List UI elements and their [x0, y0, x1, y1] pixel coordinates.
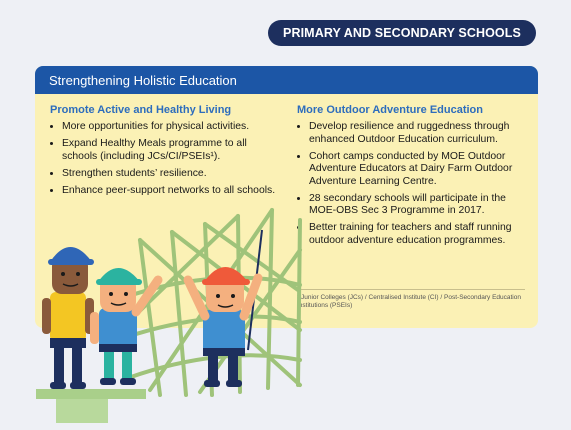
- list-item: • More opportunities for physical activities.: [62, 121, 280, 134]
- section-badge: PRIMARY AND SECONDARY SCHOOLS: [268, 20, 536, 46]
- left-heading: Promote Active and Healthy Living: [50, 104, 232, 116]
- list-item: • Cohort camps conducted by MOE Outdoor Adventure Educators at Dairy Farm Outdoor Adventure Learning Centre.: [309, 151, 527, 189]
- list-item: • Develop resilience and ruggedness through enhanced Outdoor Education curriculum.: [309, 121, 527, 146]
- platform: [36, 389, 146, 423]
- right-heading: More Outdoor Adventure Education: [297, 104, 483, 116]
- list-item: • Strengthen students’ resilience.: [62, 168, 280, 181]
- list-item: • Expand Healthy Meals programme to all schools (including JCs/CI/PSEIs¹).: [62, 138, 280, 163]
- list-item: • Better training for teachers and staff running outdoor adventure education programmes.: [309, 222, 527, 247]
- footnote: ¹ Junior Colleges (JCs) / Centralised Institute (CI) / Post-Secondary Education Institutions (PSEIs): [297, 294, 521, 309]
- list-item: • Enhance peer-support networks to all schools.: [62, 185, 280, 198]
- panel-title: Strengthening Holistic Education: [35, 66, 538, 94]
- climber-blue-helmet: [42, 247, 94, 389]
- list-item: • 28 secondary schools will participate in the MOE-OBS Sec 3 Programme in 2017.: [309, 193, 527, 218]
